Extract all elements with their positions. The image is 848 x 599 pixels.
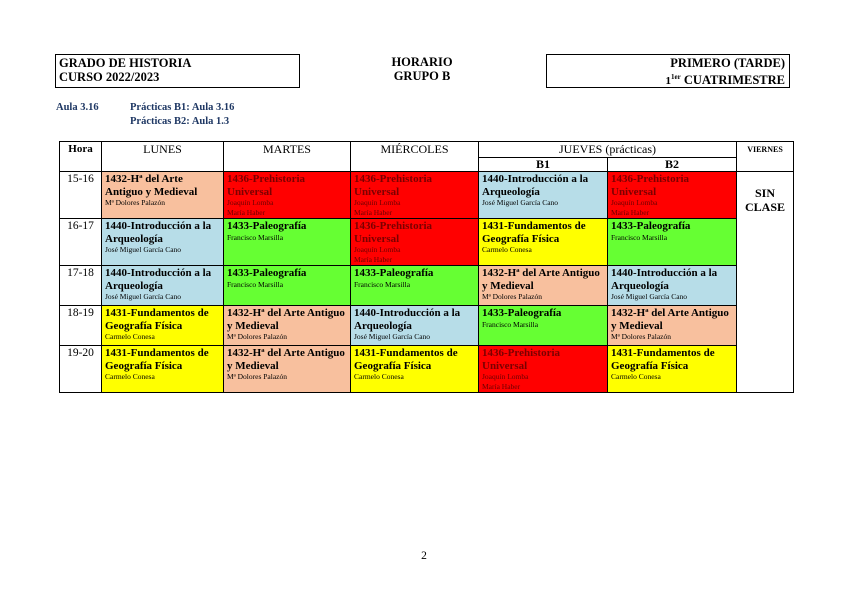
professor-name: Francisco Marsilla: [227, 279, 284, 289]
subject-name: 1431-Fundamentos de Geografía Física: [105, 307, 209, 332]
professor-name: María Haber: [227, 208, 266, 217]
term-shift: PRIMERO (TARDE): [670, 56, 785, 70]
subject-name: 1432-Hª del Arte Antiguo y Medieval: [611, 307, 729, 332]
header-schedule-title: [372, 55, 472, 83]
term-semester-label: CUATRIMESTRE: [680, 73, 785, 88]
subject-name: 1436-Prehistoria Universal: [227, 173, 306, 198]
professor-name: Carmelo Conesa: [611, 372, 661, 381]
class-cell: [608, 172, 737, 219]
subject-name: 1440-Introducción a la Arqueología: [354, 307, 461, 332]
subject-name: 1433-Paleografía: [482, 307, 562, 319]
class-cell: [608, 346, 737, 393]
subject-name: 1440-Introducción a la Arqueología: [611, 267, 718, 292]
class-cell: [351, 172, 479, 219]
subject-name: 1433-Paleografía: [227, 267, 307, 279]
professor-name: Joaquín Lomba: [482, 372, 529, 381]
professor-name: José Miguel García Cano: [482, 198, 559, 207]
subject-name: 1432-Hª del Arte Antiguo y Medieval: [105, 173, 198, 198]
table-row: [60, 266, 794, 306]
table-row: [60, 306, 794, 346]
professor-name: Joaquín Lomba: [354, 198, 401, 207]
class-cell: [351, 266, 479, 306]
table-row: [60, 219, 794, 266]
class-cell: [479, 346, 608, 393]
class-cell: [479, 306, 608, 346]
subject-name: 1433-Paleografía: [611, 220, 691, 232]
hour-cell: 17-18: [60, 266, 102, 306]
subject-name: 1431-Fundamentos de Geografía Física: [354, 347, 458, 372]
header-term-box: [546, 54, 790, 88]
header-row: [60, 142, 794, 158]
class-cell: [102, 346, 224, 393]
subject-name: 1432-Hª del Arte Antiguo y Medieval: [227, 307, 345, 332]
class-cell: [479, 172, 608, 219]
class-cell: [224, 346, 351, 393]
professor-name: Mª Dolores Palazón: [482, 292, 542, 301]
col-hora-header: Hora: [60, 142, 102, 172]
professor-name: José Miguel García Cano: [105, 245, 182, 254]
subject-name: 1432-Hª del Arte Antiguo y Medieval: [227, 347, 345, 372]
professor-name: Carmelo Conesa: [105, 372, 155, 381]
professor-name: Mª Dolores Palazón: [611, 332, 671, 341]
subject-name: 1431-Fundamentos de Geografía Física: [105, 347, 209, 372]
group-label: GRUPO B: [393, 69, 451, 83]
class-cell: [102, 219, 224, 266]
class-cell: [102, 306, 224, 346]
subject-name: 1440-Introducción a la Arqueología: [482, 173, 589, 198]
class-cell: [224, 266, 351, 306]
professor-name: María Haber: [482, 382, 521, 391]
professor-name: José Miguel García Cano: [611, 292, 688, 301]
class-cell: [608, 219, 737, 266]
subject-name: 1440-Introducción a la Arqueología: [105, 220, 212, 245]
professor-name: María Haber: [354, 255, 393, 264]
professor-name: Francisco Marsilla: [354, 279, 411, 289]
hour-cell: 15-16: [60, 172, 102, 219]
subject-name: 1436-Prehistoria Universal: [611, 173, 690, 198]
professor-name: Francisco Marsilla: [227, 232, 284, 242]
col-miercoles-header: MIÉRCOLES: [351, 142, 479, 172]
page-number: 2: [421, 550, 427, 562]
col-b2-header: B2: [608, 158, 737, 172]
col-lunes-header: LUNES: [102, 142, 224, 172]
main-classroom: Aula 3.16: [56, 102, 99, 113]
class-cell: [351, 346, 479, 393]
hour-cell: 19-20: [60, 346, 102, 393]
professor-name: Mª Dolores Palazón: [105, 198, 165, 207]
col-b1-header: B1: [479, 158, 608, 172]
practice-b1-classroom: Prácticas B1: Aula 3.16: [130, 102, 235, 113]
table-row: [60, 346, 794, 393]
course-year: CURSO 2022/2023: [59, 70, 160, 84]
subject-name: 1432-Hª del Arte Antiguo y Medieval: [482, 267, 600, 292]
professor-name: Carmelo Conesa: [105, 332, 155, 341]
professor-name: Joaquín Lomba: [611, 198, 658, 207]
schedule-table: [59, 141, 794, 393]
schedule-title: HORARIO: [391, 55, 453, 69]
professor-name: Carmelo Conesa: [482, 245, 532, 254]
term-semester-sup: 1er: [670, 73, 681, 81]
professor-name: Francisco Marsilla: [611, 232, 668, 242]
practice-b2-classroom: Prácticas B2: Aula 1.3: [130, 116, 230, 127]
class-cell: [224, 219, 351, 266]
class-cell: [608, 266, 737, 306]
subject-name: 1431-Fundamentos de Geografía Física: [482, 220, 586, 245]
class-cell: [479, 219, 608, 266]
table-row: [60, 172, 794, 219]
col-jueves-header: JUEVES (prácticas): [479, 142, 737, 158]
hour-cell: 16-17: [60, 219, 102, 266]
no-class-line2: CLASE: [744, 200, 785, 214]
professor-name: Joaquín Lomba: [354, 245, 401, 254]
subject-name: 1431-Fundamentos de Geografía Física: [611, 347, 715, 372]
subject-name: 1436-Prehistoria Universal: [482, 347, 561, 372]
professor-name: María Haber: [611, 208, 650, 217]
class-cell: [479, 266, 608, 306]
subject-name: 1440-Introducción a la Arqueología: [105, 267, 212, 292]
hour-cell: 18-19: [60, 306, 102, 346]
subject-name: 1436-Prehistoria Universal: [354, 220, 433, 245]
no-class-line1: SIN: [754, 186, 775, 200]
degree-title: GRADO DE HISTORIA: [59, 56, 192, 70]
subject-name: 1433-Paleografía: [227, 220, 307, 232]
term-semester: $1^{1er}$ CUATRIMESTRE: [665, 73, 785, 88]
friday-no-class: [737, 172, 794, 393]
col-martes-header: MARTES: [224, 142, 351, 172]
class-cell: [224, 172, 351, 219]
class-cell: [351, 306, 479, 346]
professor-name: Carmelo Conesa: [354, 372, 404, 381]
professor-name: Mª Dolores Palazón: [227, 332, 287, 341]
class-cell: [102, 172, 224, 219]
professor-name: Mª Dolores Palazón: [227, 372, 287, 381]
professor-name: Francisco Marsilla: [482, 319, 539, 329]
subject-name: 1436-Prehistoria Universal: [354, 173, 433, 198]
professor-name: Joaquín Lomba: [227, 198, 274, 207]
col-viernes-header: VIERNES: [737, 142, 794, 172]
professor-name: José Miguel García Cano: [105, 292, 182, 301]
professor-name: María Haber: [354, 208, 393, 217]
class-cell: [351, 219, 479, 266]
class-cell: [224, 306, 351, 346]
class-cell: [102, 266, 224, 306]
subject-name: 1433-Paleografía: [354, 267, 434, 279]
professor-name: José Miguel García Cano: [354, 332, 431, 341]
class-cell: [608, 306, 737, 346]
header-degree-box: [55, 54, 300, 88]
